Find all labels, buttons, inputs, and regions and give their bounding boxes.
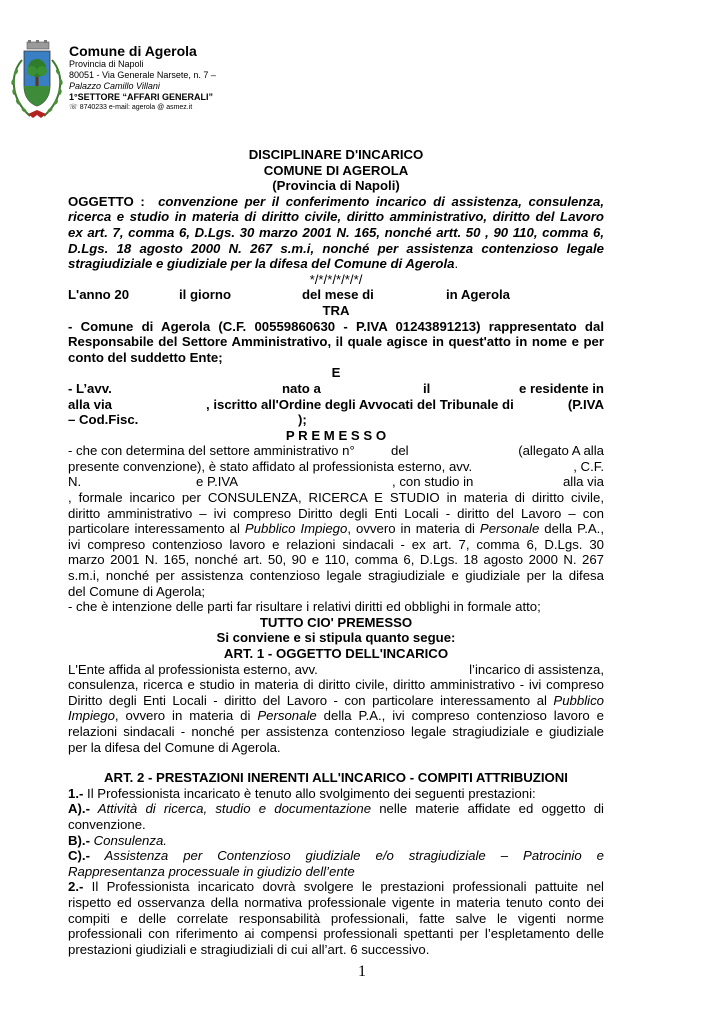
item-letter: B).-	[68, 832, 90, 848]
municipal-crest-icon	[8, 40, 66, 124]
affidato-text: presente convenzione), è stato affidato al professionista esterno, avv.	[68, 458, 473, 474]
premesso-line: marzo 2001 N. 165, nonché art. 50, 90 e 110, comma 6, D.Lgs. 18 agosto 2000 N. 267	[68, 552, 604, 568]
premesso-line: diritto amministrativo – ivi compreso Diritto degli Enti Locali - diritto del Lavoro – con	[68, 505, 604, 521]
art2-line	[68, 786, 604, 802]
avv-label: - L’avv.	[68, 380, 112, 396]
item-letter: A).-	[68, 801, 90, 817]
letterhead	[8, 40, 268, 124]
giorno-label: il giorno	[179, 287, 232, 303]
pubblico-word: Pubblico	[553, 692, 604, 708]
contacts-line: ☏ 8740233 e-mail: agerola @ asmez.it	[69, 104, 193, 111]
luogo-label: in Agerola	[446, 287, 510, 303]
text-run: particolare interessamento al	[68, 521, 245, 537]
comune-line: - Comune di Agerola (C.F. 00559860630 - P.IVA 01243891213) rappresentato dal	[68, 318, 604, 334]
n-label: N.	[68, 474, 82, 490]
mese-label: del mese di	[302, 287, 374, 303]
premesso-line: ivi compreso contenzioso lavoro e relazioni sindacali - ex art. 7, comma 6, D.Lgs. 30	[68, 536, 604, 552]
sector-line: 1°SETTORE “AFFARI GENERALI”	[69, 92, 213, 102]
responsabile: Responsabile del Settore Amministrativo	[68, 334, 328, 350]
oggetto-line: D.Lgs. 18 agosto 2000 N. 267 s.m.i, nonché per assistenza contenzioso legale	[68, 240, 604, 256]
residente-label: e residente in	[518, 380, 604, 396]
text-run: nelle materie affidate ed oggetto di	[371, 801, 604, 817]
doc-title-comune: COMUNE DI AGEROLA	[263, 162, 409, 178]
art2-line: Rappresentanza processuale in giudizio dell’ente	[68, 863, 355, 879]
il-label: il	[423, 380, 431, 396]
art1-line	[68, 708, 604, 724]
document-body	[68, 147, 604, 957]
premesso-line	[68, 474, 604, 490]
art2-line: professionali con riferimento ai compensi professionali spettanti per l’espletamento delle	[68, 926, 604, 942]
cf-label: , C.F.	[573, 458, 604, 474]
premesso-line: del Comune di Agerola;	[68, 583, 206, 599]
art1-line: per la difesa del Comune di Agerola.	[68, 739, 281, 755]
doc-title: DISCIPLINARE D'INCARICO	[248, 147, 424, 162]
e-separator: E	[331, 365, 341, 381]
tutto-heading: TUTTO CIO' PREMESSO	[259, 614, 413, 630]
text-run: Assistenza per Contenzioso giudiziale e/o stragiudiziale – Patrocinio e	[89, 848, 604, 864]
art1-heading: ART. 1 - OGGETTO DELL'INCARICO	[223, 646, 449, 661]
premesso-line: , formale incarico per CONSULENZA, RICERCA E STUDIO in materia di diritto civile,	[68, 490, 604, 506]
art2-line: compiti e delle correlate responsabilità professionali, fatte salve le vigenti norme	[68, 910, 604, 926]
art1-line: relazioni sindacali - nonché per assistenza contenzioso legale stragiudiziale e giudiziale	[68, 723, 604, 739]
anno-label: L'anno 20	[68, 287, 130, 303]
personale: Personale	[257, 708, 317, 724]
text-run: Attività di ricerca, studio e documentazione	[89, 801, 372, 817]
stars-separator: */*/*/*/*/*/	[309, 271, 363, 287]
impiego-word: Impiego	[68, 708, 115, 724]
oggetto-label: OGGETTO :	[68, 193, 145, 209]
text-run: della P.A.,	[539, 521, 604, 537]
studio-text: , con studio in	[392, 474, 474, 490]
comune-line: conto del suddetto Ente;	[68, 349, 223, 365]
alla-via-text: alla via	[562, 474, 604, 490]
municipality-name: Comune di Agerola	[69, 43, 197, 59]
nato-label: nato a	[282, 380, 321, 396]
avv-line	[68, 412, 604, 428]
text-run: Il Professionista incaricato è tenuto allo svolgimento dei seguenti prestazioni:	[83, 785, 536, 801]
del-label: del	[391, 443, 409, 459]
ente-affida-text: L'Ente affida al professionista esterno, avv.	[68, 661, 318, 677]
art2-line: rispetto ed osservanza della normativa professionale vigente in materia tenuto conto dei	[68, 894, 604, 910]
personale: Personale	[479, 521, 540, 537]
ordine-label: , iscritto all'Ordine degli Avvocati del Tribunale di	[206, 396, 514, 412]
art2-line	[68, 879, 604, 895]
item-letter: C).-	[68, 848, 90, 864]
conviene-heading: Si conviene e si stipula quanto segue:	[216, 630, 456, 646]
determina-text: - che con determina del settore amministrativo n°	[68, 443, 355, 459]
premesso-text: P R E M E S S O	[285, 427, 387, 443]
premesso-line	[68, 443, 604, 459]
art1-line	[68, 693, 604, 709]
via-label: alla via	[68, 396, 112, 412]
text-run: , ovvero in materia di	[114, 708, 258, 724]
art2-line: prestazioni giudiziali e stragiudiziali di cui all’art. 6 successivo.	[68, 941, 430, 957]
oggetto-text: convenzione per il conferimento incarico di assistenza, consulenza,	[158, 193, 605, 209]
premesso-line	[68, 459, 604, 475]
allegato-text: (allegato A alla	[518, 443, 604, 459]
comune-line	[68, 334, 604, 350]
art2-line	[68, 848, 604, 864]
oggetto-line: ricerca e studio in materia di diritto civile, diritto amministrativo, diritto del Lavoro	[68, 209, 604, 225]
text-run: , ovvero in materia di	[347, 521, 480, 537]
oggetto-last: stragiudiziale e giudiziale per la difesa del Comune di Agerola	[68, 256, 455, 272]
item-number: 2.-	[68, 879, 84, 895]
avv-line	[68, 381, 604, 397]
text-run: Diritto degli Enti Locali - diritto del Lavoro - con particolare interessamento al	[68, 692, 554, 708]
palace-line: Palazzo Camillo Villani	[69, 81, 160, 91]
art2-heading: ART. 2 - PRESTAZIONI INERENTI ALL'INCARICO - COMPITI ATTRIBUZIONI	[104, 770, 568, 786]
oggetto-line: ex art. 7, comma 6, D.Lgs. 30 marzo 2001 N. 165, nonché artt. 50 , 90 110, comma 6,	[68, 224, 604, 240]
art1-line: consulenza, ricerca e studio in materia di diritto civile, diritto amministrativo - ivi compreso	[68, 677, 604, 693]
oggetto-line	[68, 194, 604, 210]
premesso-line: - che è intenzione delle parti far risultare i relativi diritti ed obblighi in formale atto;	[68, 599, 541, 615]
pubblico-impiego: Pubblico Impiego	[244, 521, 348, 537]
codfisc-label: – Cod.Fisc.	[68, 412, 139, 428]
anno-line	[68, 287, 604, 303]
comune-line-rest: , il quale agisce in quest'atto in nome e per	[327, 334, 604, 350]
text-run: della P.A., ivi compreso contenzioso lavoro e	[316, 708, 604, 724]
piva-text: e P.IVA	[196, 474, 239, 490]
art2-line	[68, 801, 604, 817]
premesso-line	[68, 521, 604, 537]
page-number: 1	[358, 963, 366, 980]
art1-line	[68, 662, 604, 678]
address-line: 80051 - Via Generale Narsete, n. 7 –	[69, 70, 216, 80]
item-number: 1.-	[68, 785, 84, 801]
oggetto-line: stragiudiziale e giudiziale per la difesa del Comune di Agerola.	[68, 256, 459, 272]
premesso-heading	[68, 428, 604, 444]
piva-label: (P.IVA	[567, 396, 604, 412]
incarico-text: l’incarico di assistenza,	[469, 661, 604, 677]
doc-title-province: (Provincia di Napoli)	[272, 178, 400, 194]
codfisc-close: );	[298, 412, 307, 428]
text-run: Consulenza.	[89, 832, 167, 848]
avv-line	[68, 397, 604, 413]
province-line: Provincia di Napoli	[69, 59, 144, 69]
premesso-line: s.m.i, nonché per assistenza contenzioso legale stragiudiziale e giudiziale per la difesa	[68, 568, 604, 584]
art2-line: convenzione.	[68, 816, 146, 832]
text-run: Il Professionista incaricato dovrà svolgere le prestazioni professionali pattuite nel	[83, 879, 604, 895]
tra-heading: TRA	[322, 302, 350, 318]
art2-line	[68, 833, 604, 849]
